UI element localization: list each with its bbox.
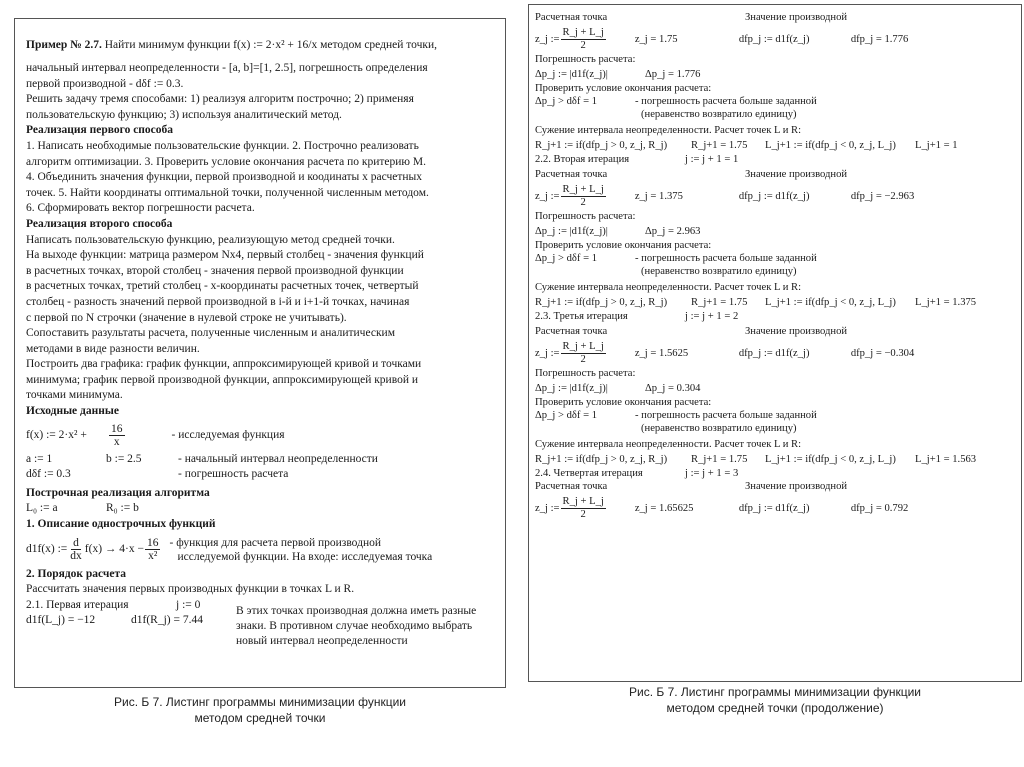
interval-definition <box>26 452 495 468</box>
error-label: Погрешность расчета: <box>535 211 636 222</box>
midpoint-row <box>535 339 1013 367</box>
ddf-def: dδf := 0.3 <box>26 468 71 481</box>
midpoint-row <box>535 182 1013 210</box>
intro-line-2: первой производной - dδf := 0.3. <box>26 77 184 90</box>
narrow-row <box>535 137 1013 153</box>
iteration-block <box>535 325 1013 480</box>
r-def: R_j+1 := if(dfp_j > 0, z_j, R_j) <box>535 296 668 308</box>
heading-functions: 1. Описание однострочных функций <box>26 518 216 531</box>
example-number: Пример № 2.7. <box>26 39 102 52</box>
d1f-numerator: 16 <box>146 537 159 550</box>
d1f-note-1: - функция для расчета первой производной <box>169 536 382 549</box>
left-caption-line-1: Рис. Б 7. Листинг программы минимизации функции <box>114 695 406 709</box>
next-iteration-label: 2.2. Вторая итерация <box>535 154 630 165</box>
function-definition <box>26 420 495 452</box>
iter-note-1: В этих точках производная должна иметь разные <box>236 604 477 617</box>
z-denominator: 2 <box>580 353 586 365</box>
r0-def: R₀ := b <box>106 502 139 515</box>
first-iteration <box>26 598 495 649</box>
dfp-def: dfp_j := d1f(z_j) <box>738 190 810 202</box>
interval-note: - начальный интервал неопределенности <box>178 452 378 465</box>
narrow-label: Сужение интервала неопределенности. Расчет точек L и R: <box>535 125 802 136</box>
method-2-line-7: Сопоставить разультаты расчета, полученные численным и аналитическим <box>26 327 395 340</box>
narrow-label: Сужение интервала неопределенности. Расчет точек L и R: <box>535 439 802 450</box>
method-2-line-3: в расчетных точках, второй столбец - значения первой производной функции <box>26 264 404 277</box>
condition-note-1: - погрешность расчета больше заданной <box>635 253 817 264</box>
method-1-line-2: алгоритм оптимизации. 3. Проверить условие окончания расчета по критерию M. <box>26 155 426 168</box>
condition-row <box>535 252 1013 265</box>
heading-method-2: Реализация второго способа <box>26 217 173 230</box>
task-line-1: Решить задачу тремя способами: 1) реализуя алгоритм построчно; 2) применяя <box>26 93 414 106</box>
hdr-deriv: Значение производной <box>745 169 848 180</box>
check-label: Проверить условие окончания расчета: <box>535 240 712 251</box>
fx-denominator: x <box>113 436 120 449</box>
precision-note: - погрешность расчета <box>178 468 289 481</box>
fx-note: - исследуемая функция <box>171 428 285 441</box>
method-2-line-9: Построить два графика: график функции, аппроксимирующей кривой и точками <box>26 358 422 371</box>
condition: Δp_j > dδf = 1 <box>535 253 598 264</box>
z-value: z_j = 1.375 <box>634 190 683 202</box>
r-def: R_j+1 := if(dfp_j > 0, z_j, R_j) <box>535 453 668 465</box>
method-2-line-6: с первой по N строчки (значение в нулевой строке не учитывать). <box>26 311 347 324</box>
dfp-def: dfp_j := d1f(z_j) <box>738 502 810 514</box>
z-numerator: R_j + L_j <box>562 183 604 195</box>
iteration-blocks <box>535 11 1013 480</box>
dfp-value: dfp_j = 1.776 <box>850 33 909 45</box>
method-2-line-2: На выходе функции: матрица размером Nx4, первый столбец - значения функций <box>26 249 424 262</box>
error-row <box>535 66 1013 82</box>
hdr-deriv: Значение производной <box>745 12 848 23</box>
iter-note-2: знаки. В противном случае необходимо выбрать <box>236 619 473 632</box>
next-iteration-label: 2.4. Четвертая итерация <box>535 468 643 479</box>
d1f-derivative-fraction <box>68 537 84 562</box>
iteration-block <box>535 11 1013 166</box>
hdr-deriv: Значение производной <box>745 481 848 492</box>
delta-def: Δp_j := |d1f(z_j)| <box>535 382 608 394</box>
method-2-line-8: методами в виде разности величин. <box>26 342 200 355</box>
hdr-point: Расчетная точка <box>535 326 608 337</box>
delta-def: Δp_j := |d1f(z_j)| <box>535 68 608 80</box>
z-denominator: 2 <box>580 508 586 520</box>
error-label: Погрешность расчета: <box>535 368 636 379</box>
hdr-point: Расчетная точка <box>535 169 608 180</box>
method-2-line-11: точками минимума. <box>26 389 123 402</box>
d1f-dx: dx <box>70 550 82 563</box>
task-line-2: пользовательскую функцию; 3) используя аналитический метод. <box>26 108 342 121</box>
fx-fraction <box>109 423 125 448</box>
delta-value: Δp_j = 0.304 <box>645 382 701 394</box>
j-increment: j := j + 1 = 2 <box>685 311 739 322</box>
example-task: Найти минимум функции f(x) := 2·x² + 16/x методом средней точки, <box>104 39 437 52</box>
fx-numerator: 16 <box>111 423 123 436</box>
last-block-header <box>535 480 1013 494</box>
method-1-line-3: 4. Объединить значения функции, первой производной и коодинаты x расчетных <box>26 171 423 184</box>
condition-note-2: (неравенство возвратило единицу) <box>641 423 797 434</box>
iteration-block <box>535 168 1013 323</box>
check-label: Проверить условие окончания расчета: <box>535 83 712 94</box>
delta-value: Δp_j = 2.963 <box>645 225 701 237</box>
a-def: a := 1 <box>26 452 53 465</box>
d1f-r: d1f(R_j) = 7.44 <box>131 614 203 627</box>
z-def: z_j := <box>535 33 560 45</box>
z-value: z_j = 1.65625 <box>634 502 694 514</box>
narrow-label: Сужение интервала неопределенности. Расчет точек L и R: <box>535 282 802 293</box>
intro-line-1: начальный интервал неопределенности - [a, b]=[1, 2.5], погрешность определения <box>26 62 428 74</box>
z-def: z_j := <box>535 347 560 359</box>
method-1-line-5: 6. Сформировать вектор погрешности расчета. <box>26 202 255 215</box>
block-header <box>535 168 1013 182</box>
calc-instruction: Рассчитать значения первых производных функции в точках L и R. <box>26 583 355 596</box>
z-fraction <box>561 184 606 209</box>
next-iteration-row <box>535 467 1013 480</box>
heading-order: 2. Порядок расчета <box>26 567 127 580</box>
heading-row-implementation: Построчная реализация алгоритма <box>26 486 210 499</box>
hdr-deriv: Значение производной <box>745 326 848 337</box>
j-increment: j := j + 1 = 3 <box>685 468 739 479</box>
z-numerator: R_j + L_j <box>562 495 604 507</box>
method-2-line-5: столбец - разность значений первой производной в i-й и i+1-й точках, начиная <box>26 295 410 308</box>
z-def: z_j := <box>535 190 560 202</box>
z-fraction <box>561 496 606 521</box>
left-caption <box>20 694 500 726</box>
fx-def: f(x) := 2·x² + <box>26 428 87 441</box>
right-caption-line-1: Рис. Б 7. Листинг программы минимизации функции <box>629 685 921 699</box>
example-title <box>26 31 495 61</box>
narrow-row <box>535 294 1013 310</box>
d1f-denominator: x² <box>148 550 158 563</box>
z-value: z_j = 1.75 <box>634 33 678 45</box>
l-value: L_j+1 = 1.563 <box>915 453 977 465</box>
d1f-definition <box>26 533 495 567</box>
iteration-derivatives <box>26 613 236 629</box>
l-value: L_j+1 = 1.375 <box>915 296 977 308</box>
z-def: z_j := <box>535 502 560 514</box>
condition-note-2: (неравенство возвратило единицу) <box>641 266 797 277</box>
next-iteration-row <box>535 310 1013 323</box>
last-block-values <box>535 494 1013 522</box>
dfp-value: dfp_j = −0.304 <box>850 347 915 359</box>
right-caption <box>540 684 1010 716</box>
dfp-def: dfp_j := d1f(z_j) <box>738 347 810 359</box>
dfp-def: dfp_j := d1f(z_j) <box>738 33 810 45</box>
left-caption-line-2: методом средней точки <box>194 711 326 725</box>
iteration-header <box>26 598 236 614</box>
first-iteration-values <box>26 598 236 629</box>
condition: Δp_j > dδf = 1 <box>535 96 598 107</box>
z-fraction <box>561 341 606 366</box>
z-value: z_j = 1.5625 <box>634 347 689 359</box>
d1f-fraction <box>145 537 161 562</box>
midpoint-row <box>535 25 1013 53</box>
dfp-value: dfp_j = 0.792 <box>850 502 909 514</box>
condition-row <box>535 409 1013 422</box>
l-def: L_j+1 := if(dfp_j < 0, z_j, L_j) <box>765 139 896 151</box>
condition-note-1: - погрешность расчета больше заданной <box>635 410 817 421</box>
left-page <box>14 18 506 688</box>
l-value: L_j+1 = 1 <box>915 139 958 151</box>
r-def: R_j+1 := if(dfp_j > 0, z_j, R_j) <box>535 139 668 151</box>
l-def: L_j+1 := if(dfp_j < 0, z_j, L_j) <box>765 453 896 465</box>
error-row <box>535 380 1013 396</box>
d1f-note-2: исследуемой функции. На входе: исследуемая точка <box>177 550 433 563</box>
z-denominator: 2 <box>580 39 586 51</box>
iter-note-3: новый интервал неопределенности <box>236 634 408 647</box>
l-def: L_j+1 := if(dfp_j < 0, z_j, L_j) <box>765 296 896 308</box>
block-header <box>535 11 1013 25</box>
hdr-point: Расчетная точка <box>535 481 608 492</box>
next-iteration-row <box>535 153 1013 166</box>
d1f-mid: f(x) → 4·x − <box>84 542 144 555</box>
b-def: b := 2.5 <box>106 452 142 465</box>
method-2-line-1: Написать пользовательскую функцию, реализующую метод средней точки. <box>26 233 395 246</box>
iteration-note <box>236 598 476 649</box>
r-value: R_j+1 = 1.75 <box>691 296 748 308</box>
z-numerator: R_j + L_j <box>562 26 604 38</box>
method-2-line-4: в расчетных точках, третий столбец - x-координаты расчетных точек, четвертый <box>26 280 419 293</box>
d1f-left: d1f(x) := <box>26 542 68 555</box>
next-iteration-label: 2.3. Третья итерация <box>535 311 628 322</box>
check-label: Проверить условие окончания расчета: <box>535 397 712 408</box>
precision-definition <box>26 467 495 483</box>
right-page <box>528 4 1022 682</box>
hdr-point: Расчетная точка <box>535 12 608 23</box>
r-value: R_j+1 = 1.75 <box>691 453 748 465</box>
r-value: R_j+1 = 1.75 <box>691 139 748 151</box>
z-fraction <box>561 27 606 52</box>
heading-input-data: Исходные данные <box>26 405 119 418</box>
condition-note-1: - погрешность расчета больше заданной <box>635 96 817 107</box>
method-2-line-10: минимума; график первой производной функции, аппроксимирующей кривой и <box>26 373 418 386</box>
initial-bounds <box>26 501 495 517</box>
method-1-line-1: 1. Написать необходимые пользовательские функции. 2. Построчно реализовать <box>26 139 419 152</box>
delta-def: Δp_j := |d1f(z_j)| <box>535 225 608 237</box>
d1f-d: d <box>73 537 79 550</box>
condition-row <box>535 95 1013 108</box>
error-label: Погрешность расчета: <box>535 54 636 65</box>
condition-note-2: (неравенство возвратило единицу) <box>641 109 797 120</box>
j0-def: j := 0 <box>176 598 201 611</box>
right-caption-line-2: методом средней точки (продолжение) <box>666 701 884 715</box>
delta-value: Δp_j = 1.776 <box>645 68 701 80</box>
j-increment: j := j + 1 = 1 <box>685 154 739 165</box>
dfp-value: dfp_j = −2.963 <box>850 190 915 202</box>
heading-method-1: Реализация первого способа <box>26 124 174 137</box>
z-denominator: 2 <box>580 196 586 208</box>
block-header <box>535 325 1013 339</box>
d1f-l: d1f(L_j) = −12 <box>26 614 96 627</box>
narrow-row <box>535 451 1013 467</box>
z-numerator: R_j + L_j <box>562 340 604 352</box>
iter1-label: 2.1. Первая итерация <box>26 598 129 611</box>
d1f-note <box>169 536 432 564</box>
condition: Δp_j > dδf = 1 <box>535 410 598 421</box>
l0-def: L₀ := a <box>26 502 58 515</box>
error-row <box>535 223 1013 239</box>
method-1-line-4: точек. 5. Найти координаты оптимальной точки, полученной численным методом. <box>26 186 429 199</box>
